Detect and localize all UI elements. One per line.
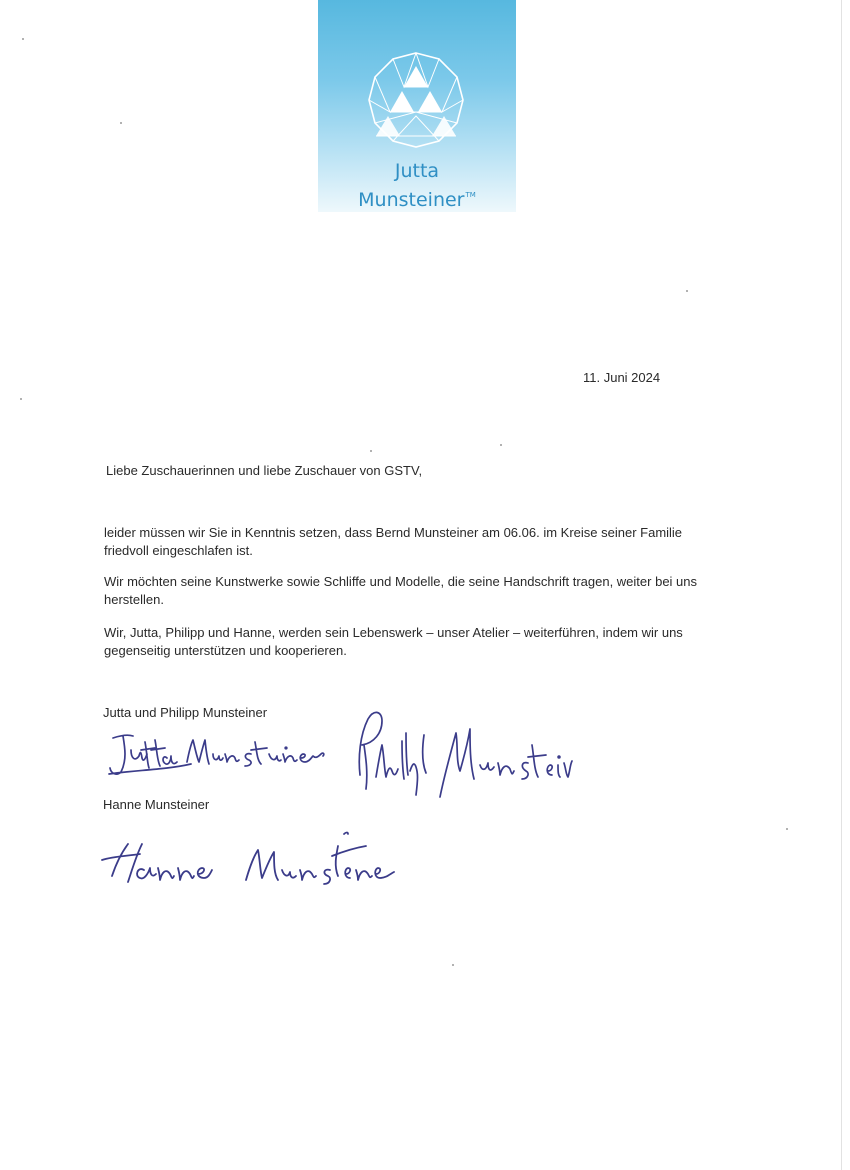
scan-speck (370, 450, 372, 452)
body-paragraph: leider müssen wir Sie in Kenntnis setzen, dass Bernd Munsteiner am 06.06. im Kreise seiner Familie friedvoll eingeschlafen ist. (104, 525, 683, 558)
body-paragraph: Wir möchten seine Kunstwerke sowie Schliffe und Modelle, die seine Handschrift tragen, weiter bei uns herstellen. (104, 574, 698, 607)
trademark-mark: TM (465, 191, 476, 199)
scan-speck (452, 964, 454, 966)
logo-name-last-text: Munsteiner (358, 189, 465, 211)
printed-name-hanne: Hanne Munsteiner (103, 797, 210, 812)
scan-speck (500, 444, 502, 446)
logo-name-first: Jutta (394, 160, 440, 182)
scan-edge-line (841, 0, 842, 1170)
logo-name-last (318, 184, 516, 212)
signature-philipp (352, 705, 574, 817)
signature-jutta (105, 728, 330, 784)
printed-name-jutta-philipp: Jutta und Philipp Munsteiner (103, 705, 268, 720)
scan-speck (686, 290, 688, 292)
letter-date: 11. Juni 2024 (583, 370, 661, 385)
scan-speck (22, 38, 24, 40)
scan-speck (20, 398, 22, 400)
letterhead-logo (318, 0, 516, 212)
salutation: Liebe Zuschauerinnen und liebe Zuschauer von GSTV, (106, 463, 423, 478)
signature-hanne (98, 826, 438, 894)
body-paragraph: Wir, Jutta, Philipp und Hanne, werden sein Lebenswerk – unser Atelier – weiterführen, indem wir uns gegenseitig unterstützen und kooperieren. (104, 625, 683, 658)
triangle-crystal-logo-icon (366, 50, 466, 150)
scan-speck (786, 828, 788, 830)
scan-speck (120, 122, 122, 124)
